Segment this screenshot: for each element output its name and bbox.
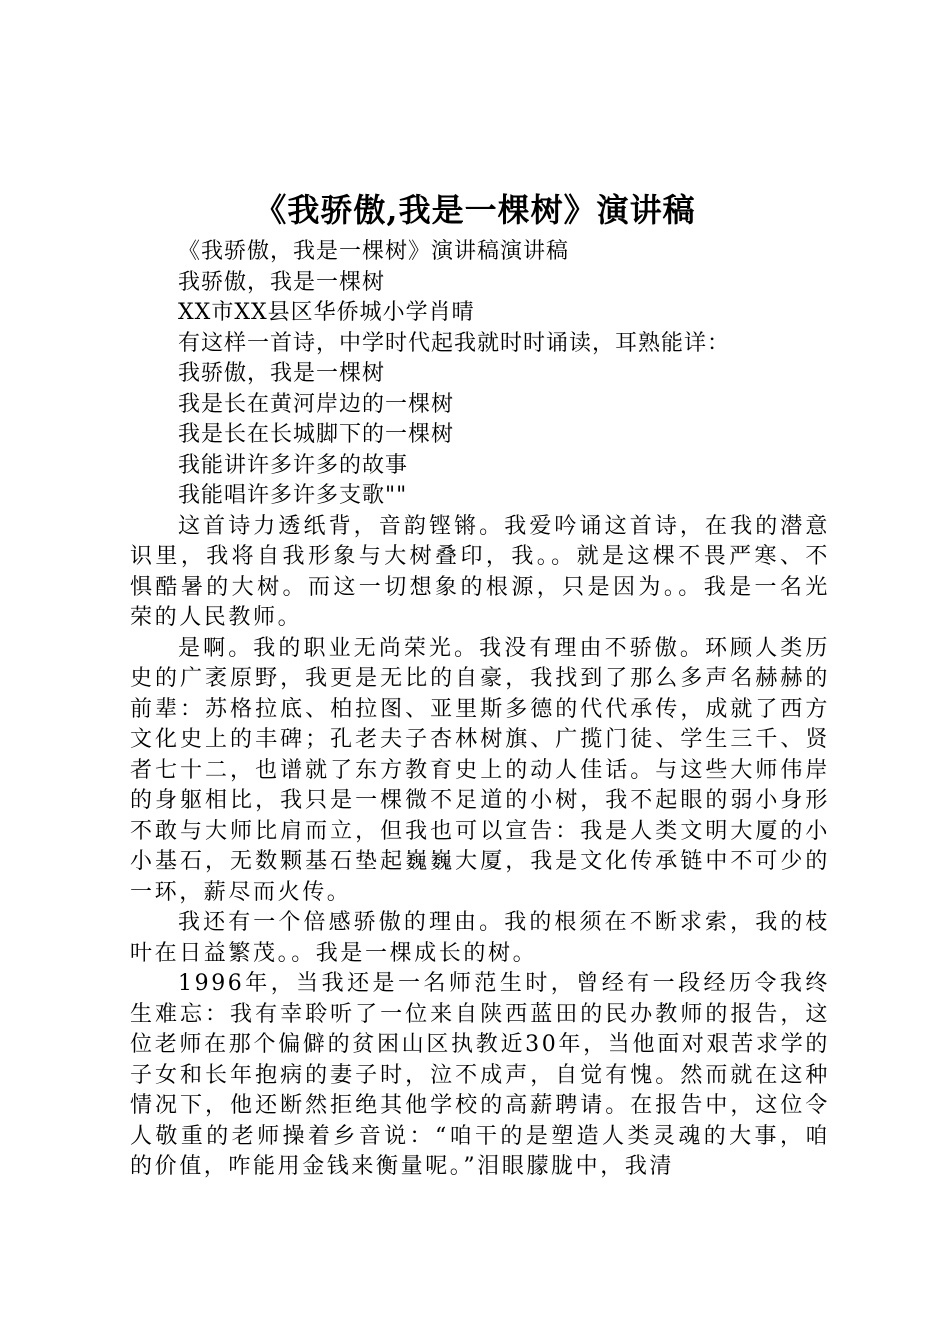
poem-line: 我是长在长城脚下的一棵树 (178, 422, 455, 447)
subtitle-line: 《我骄傲，我是一棵树》演讲稿演讲稿 (178, 239, 570, 264)
poem-line: 我能唱许多许多支歌"" (178, 483, 408, 508)
body-paragraph: 我还有一个倍感骄傲的理由。我的根须在不断求索，我的枝叶在日益繁茂。。我是一棵成长的树。 (130, 910, 830, 966)
poem-line: 我骄傲，我是一棵树 (178, 361, 386, 386)
body-paragraph: 这首诗力透纸背，音韵铿锵。我爱吟诵这首诗，在我的潜意识里，我将自我形象与大树叠印，我。。就是这棵不畏严寒、不惧酷暑的大树。而这一切想象的根源，只是因为。。我是一名光荣的人民教师。 (130, 513, 830, 630)
author-line: XX市XX县区华侨城小学肖晴 (178, 300, 475, 325)
body-paragraph: 1996年，当我还是一名师范生时，曾经有一段经历令我终生难忘：我有幸聆听了一位来自陕西蓝田的民办教师的报告，这位老师在那个偏僻的贫困山区执教近30年，当他面对艰苦求学的子女和长年抱病的妻子时，泣不成声，自觉有愧。然而就在这种情况下，他还断然拒绝其他学校的高薪聘请。在报告中，这位令人敬重的老师操着乡音说：“咱干的是塑造人类灵魂的大事，咱的价值，咋能用金钱来衡量呢。”泪眼朦胧中，我清 (130, 971, 830, 1179)
intro-line: 有这样一首诗，中学时代起我就时时诵读，耳熟能详： (178, 330, 731, 356)
poem-line: 我是长在黄河岸边的一棵树 (178, 391, 455, 417)
document-body (130, 237, 830, 1183)
document-title: 《我骄傲,我是一棵树》演讲稿 (254, 191, 696, 229)
body-paragraph: 是啊。我的职业无尚荣光。我没有理由不骄傲。环顾人类历史的广袤原野，我更是无比的自豪，我找到了那么多声名赫赫的前辈：苏格拉底、柏拉图、亚里斯多德的代代承传，成就了西方文化史上的丰碑；孔老夫子杏林树旗、广揽门徒、学生三千、贤者七十二，也谱就了东方教育史上的动人佳话。与这些大师伟岸的身躯相比，我只是一棵微不足道的小树，我不起眼的弱小身形不敢与大师比肩而立，但我也可以宣告：我是人类文明大厦的小小基石，无数颗基石垫起巍巍大厦，我是文化传承链中不可少的一环，薪尽而火传。 (130, 635, 830, 905)
poem-line: 我能讲许多许多的故事 (178, 452, 409, 478)
speech-title-line: 我骄傲，我是一棵树 (178, 269, 386, 295)
